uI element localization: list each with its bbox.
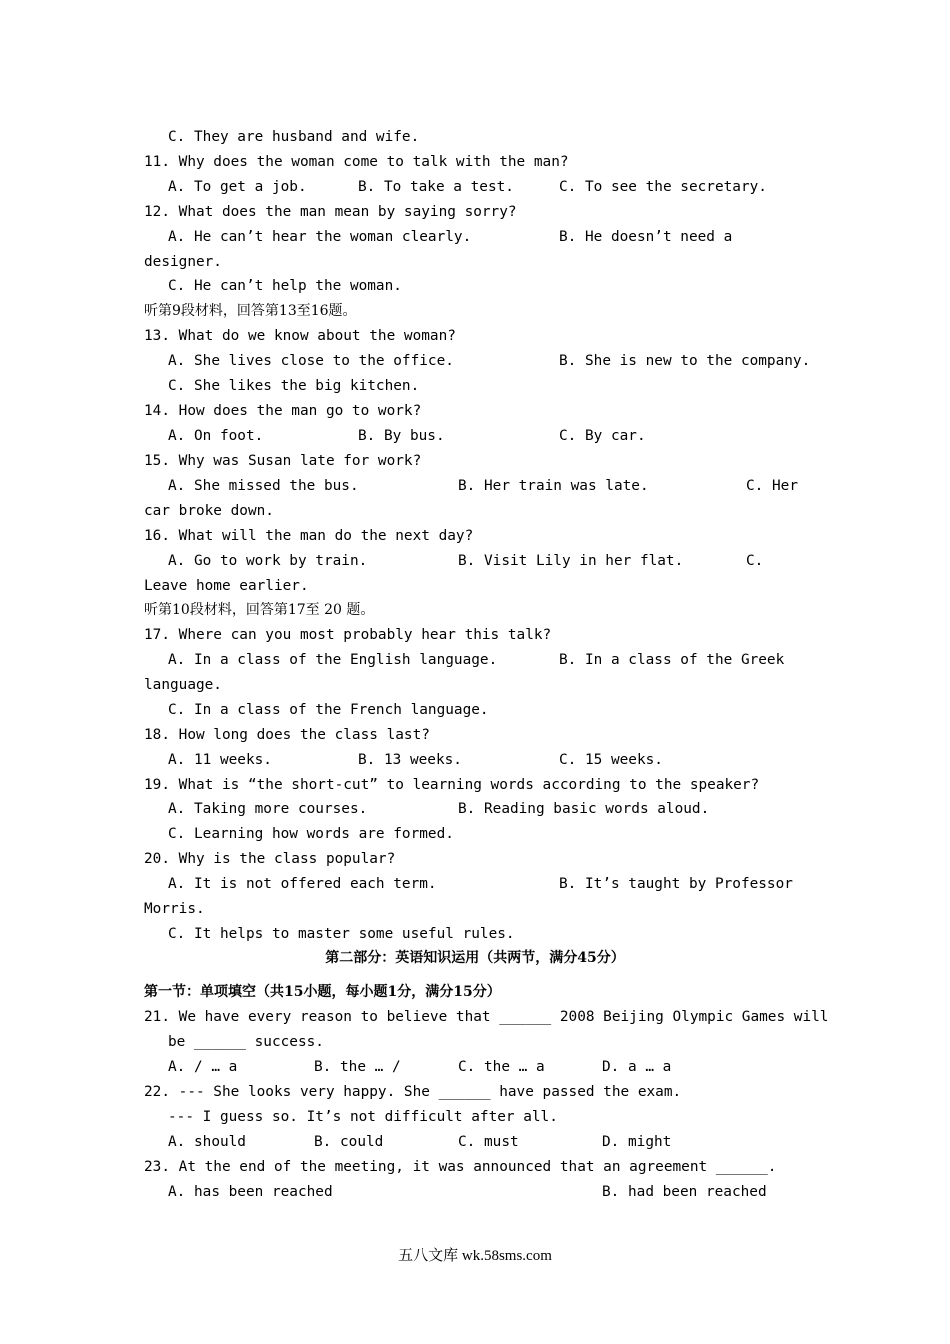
q12-option-a: A. He can’t hear the woman clearly.: [168, 229, 472, 245]
q17-option-a: A. In a class of the English language.: [168, 652, 498, 668]
q14-option-b: B. By bus.: [358, 428, 445, 444]
q21-option-c: C. the … a: [458, 1059, 545, 1075]
question-11: 11. Why does the woman come to talk with the man?: [144, 154, 569, 170]
q16-option-c-cont: Leave home earlier.: [144, 578, 309, 594]
q20-option-c: C. It helps to master some useful rules.: [168, 926, 515, 942]
question-12: 12. What does the man mean by saying sorry?: [144, 204, 517, 220]
q12-option-b: B. He doesn’t need a: [559, 229, 733, 245]
q11-option-c: C. To see the secretary.: [559, 179, 767, 195]
q13-options: [168, 349, 832, 373]
q16-options: [168, 549, 832, 573]
q12-option-c: C. He can’t help the woman.: [168, 278, 402, 294]
q12-option-b-cont: designer.: [144, 254, 222, 270]
q22-continuation: --- I guess so. It’s not difficult after all.: [168, 1109, 558, 1125]
q18-option-c: C. 15 weeks.: [559, 752, 663, 768]
q15-option-a: A. She missed the bus.: [168, 478, 359, 494]
question-14: 14. How does the man go to work?: [144, 403, 422, 419]
q21-continuation: be ______ success.: [168, 1034, 324, 1050]
q15-options: [168, 474, 832, 498]
q15-option-c-cont: car broke down.: [144, 503, 274, 519]
q14-options: [168, 424, 832, 448]
question-17: 17. Where can you most probably hear this talk?: [144, 627, 552, 643]
q19-options: [168, 797, 832, 821]
q13-option-b: B. She is new to the company.: [559, 353, 811, 369]
q11-option-a: A. To get a job.: [168, 179, 307, 195]
q20-option-b: B. It’s taught by Professor: [559, 876, 793, 892]
q17-options: [168, 648, 832, 672]
q21-option-d: D. a … a: [602, 1059, 672, 1075]
q22-option-b: B. could: [314, 1134, 384, 1150]
question-20: 20. Why is the class popular?: [144, 851, 396, 867]
q17-option-c: C. In a class of the French language.: [168, 702, 489, 718]
q18-option-a: A. 11 weeks.: [168, 752, 272, 768]
q11-options: [168, 175, 832, 199]
q23-option-b: B. had been reached: [602, 1184, 767, 1200]
q16-option-a: A. Go to work by train.: [168, 553, 368, 569]
q19-option-c: C. Learning how words are formed.: [168, 826, 454, 842]
section-10-instruction: 听第10段材料，回答第17至 20 题。: [144, 602, 375, 618]
q13-option-a: A. She lives close to the office.: [168, 353, 454, 369]
part-two-heading: 第二部分：英语知识运用（共两节，满分45分）: [325, 950, 625, 966]
section-one-heading: 第一节：单项填空（共15小题，每小题1分，满分15分）: [144, 984, 501, 1000]
q12-options: [168, 225, 832, 249]
q21-options: [168, 1055, 832, 1079]
question-16: 16. What will the man do the next day?: [144, 528, 474, 544]
q13-option-c: C. She likes the big kitchen.: [168, 378, 420, 394]
q14-option-c: C. By car.: [559, 428, 646, 444]
footer-watermark-text: 五八文库 wk.58sms.com: [398, 1248, 552, 1264]
q18-options: [168, 748, 832, 772]
q16-option-c: C.: [746, 553, 764, 569]
q23-options: [168, 1180, 832, 1204]
q11-option-b: B. To take a test.: [358, 179, 514, 195]
q21-option-b: B. the … /: [314, 1059, 401, 1075]
question-15: 15. Why was Susan late for work?: [144, 453, 422, 469]
q19-option-b: B. Reading basic words aloud.: [458, 801, 710, 817]
q22-option-a: A. should: [168, 1134, 246, 1150]
question-23: 23. At the end of the meeting, it was announced that an agreement ______.: [144, 1159, 777, 1175]
q14-option-a: A. On foot.: [168, 428, 264, 444]
question-13: 13. What do we know about the woman?: [144, 328, 456, 344]
q20-options: [168, 872, 832, 896]
question-19: 19. What is “the short-cut” to learning words according to the speaker?: [144, 777, 760, 793]
q18-option-b: B. 13 weeks.: [358, 752, 462, 768]
section-9-instruction: 听第9段材料，回答第13至16题。: [144, 303, 357, 319]
q23-option-a: A. has been reached: [168, 1184, 333, 1200]
q15-option-b: B. Her train was late.: [458, 478, 649, 494]
q17-option-b: B. In a class of the Greek: [559, 652, 785, 668]
q19-option-a: A. Taking more courses.: [168, 801, 368, 817]
q17-option-b-cont: language.: [144, 677, 222, 693]
question-18: 18. How long does the class last?: [144, 727, 430, 743]
q15-option-c: C. Her: [746, 478, 798, 494]
q22-option-c: C. must: [458, 1134, 519, 1150]
q21-option-a: A. / … a: [168, 1059, 238, 1075]
q20-option-a: A. It is not offered each term.: [168, 876, 437, 892]
question-21: 21. We have every reason to believe that ______ 2008 Beijing Olympic Games will: [144, 1009, 829, 1025]
q16-option-b: B. Visit Lily in her flat.: [458, 553, 684, 569]
q20-option-b-cont: Morris.: [144, 901, 205, 917]
question-22: 22. --- She looks very happy. She ______ have passed the exam.: [144, 1084, 682, 1100]
q22-option-d: D. might: [602, 1134, 672, 1150]
q10-option-c: C. They are husband and wife.: [168, 129, 420, 145]
q22-options: [168, 1130, 832, 1154]
